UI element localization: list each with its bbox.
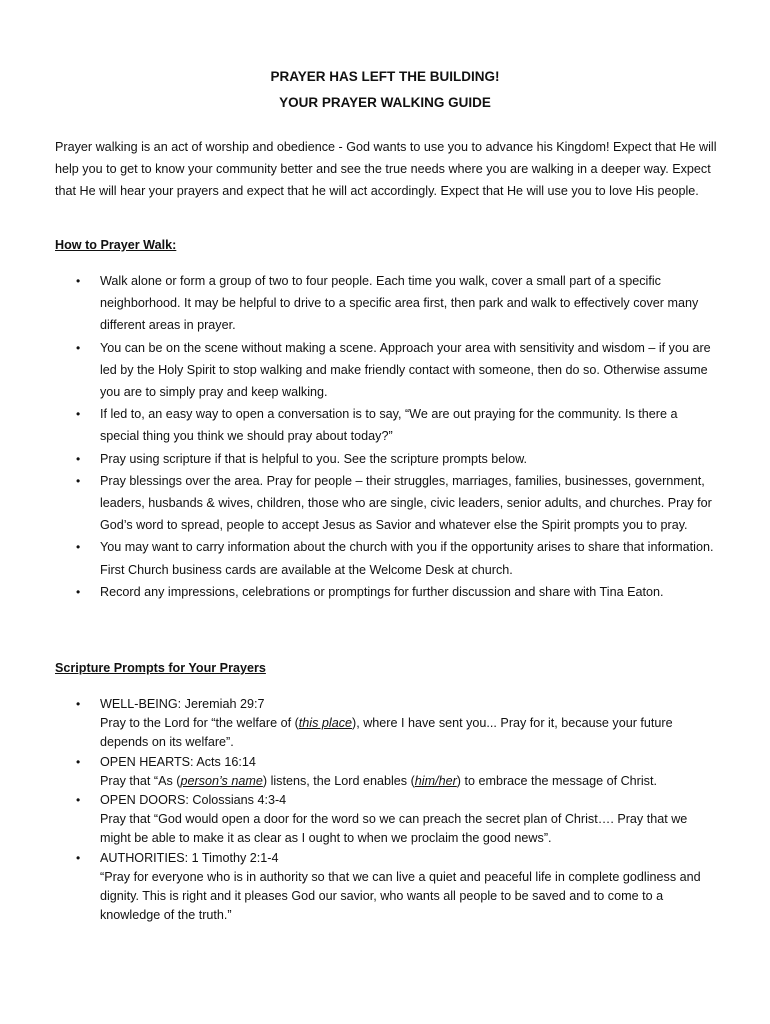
- scripture-text-post: ), where I have sent you... Pray for it, because your future depends on its welfare”.: [100, 716, 673, 750]
- scripture-label: OPEN DOORS: Colossians 4:3-4: [100, 793, 287, 808]
- list-item-text: Pray blessings over the area. Pray for people – their struggles, marriages, families, businesses, government, leaders, husbands & wives, children, those who are single, civic leaders, senior adults, and churches. Pray for God’s word to spread, people to accept Jesus as Savior and whatever else the Spirit prompts you to pray.: [100, 473, 712, 533]
- bullet-icon: •: [76, 584, 81, 599]
- bullet-icon: •: [76, 274, 81, 288]
- scripture-item-doors: [55, 791, 720, 849]
- scripture-list: [55, 695, 720, 925]
- placeholder-text: him/her: [414, 773, 457, 788]
- bullet-icon: •: [76, 540, 81, 555]
- bullet-icon: •: [76, 697, 81, 711]
- scripture-text-post: ) to embrace the message of Christ.: [456, 773, 657, 788]
- bullet-icon: •: [76, 850, 81, 865]
- scripture-item-wellbeing: [55, 695, 720, 753]
- scripture-text-pre: Pray that “As (: [100, 773, 181, 788]
- list-item: [55, 448, 720, 470]
- intro-paragraph: Prayer walking is an act of worship and obedience - God wants to use you to advance his Kingdom! Expect that He will help you to get to know your community better and see the true needs where you are walking in a deeper way. Expect that He will hear your prayers and expect that he will act accordingly. Expect that He will use you to love His people.: [55, 140, 717, 199]
- list-item: [55, 403, 720, 447]
- list-item-text: If led to, an easy way to open a conversation is to say, “We are out praying for the community. Is there a special thing you think we should pray about today?”: [100, 407, 678, 444]
- bullet-icon: •: [76, 451, 81, 466]
- list-item-text: Pray using scripture if that is helpful to you. See the scripture prompts below.: [100, 451, 528, 466]
- document-subtitle: YOUR PRAYER WALKING GUIDE: [279, 95, 491, 110]
- list-item-text: Record any impressions, celebrations or promptings for further discussion and share with Tina Eaton.: [100, 584, 664, 599]
- bullet-icon: •: [76, 407, 81, 422]
- scripture-text: “Pray for everyone who is in authority so that we can live a quiet and peaceful life in complete godliness and dignity. This is right and it pleases God our savior, who wants all people to be saved and to come to a knowledge of the truth.”: [100, 869, 701, 923]
- list-item-text: You may want to carry information about the church with you if the opportunity arises to share that information. First Church business cards are available at the Welcome Desk at church.: [100, 540, 714, 577]
- list-item-text: You can be on the scene without making a scene. Approach your area with sensitivity and wisdom – if you are led by the Holy Spirit to stop walking and make friendly contact with someone, then do so. Otherwise assume you are to simply pray and keep walking.: [100, 340, 711, 400]
- scripture-heading: Scripture Prompts for Your Prayers: [55, 661, 266, 675]
- scripture-item-hearts: [55, 753, 720, 791]
- list-item: [55, 337, 720, 404]
- list-item: [55, 470, 720, 537]
- list-item: [55, 581, 720, 603]
- scripture-item-authorities: [55, 849, 720, 926]
- scripture-text-pre: Pray to the Lord for “the welfare of (: [100, 716, 299, 731]
- scripture-text: Pray that “God would open a door for the word so we can preach the secret plan of Christ…. Pray that we might be able to make it as clear as I ought to when we proclaim the good news”.: [100, 812, 688, 846]
- bullet-icon: •: [76, 793, 81, 808]
- scripture-text-mid: ) listens, the Lord enables (: [262, 773, 415, 788]
- placeholder-text: person’s name: [180, 773, 263, 788]
- list-item: [55, 270, 720, 337]
- bullet-icon: •: [76, 754, 81, 769]
- scripture-label: OPEN HEARTS: Acts 16:14: [100, 754, 256, 769]
- bullet-icon: •: [76, 473, 81, 488]
- scripture-label: WELL-BEING: Jeremiah 29:7: [100, 697, 265, 711]
- document-title: PRAYER HAS LEFT THE BUILDING!: [270, 69, 500, 84]
- scripture-label: AUTHORITIES: 1 Timothy 2:1-4: [100, 850, 279, 865]
- bullet-icon: •: [76, 340, 81, 355]
- how-to-list: [55, 270, 720, 603]
- list-item-text: Walk alone or form a group of two to four people. Each time you walk, cover a small part of a specific neighborhood. It may be helpful to drive to a specific area first, then park and walk to effectively cover many different areas in prayer.: [100, 274, 699, 333]
- placeholder-text: this place: [298, 716, 353, 731]
- list-item: [55, 536, 720, 580]
- how-to-heading: How to Prayer Walk:: [55, 238, 177, 252]
